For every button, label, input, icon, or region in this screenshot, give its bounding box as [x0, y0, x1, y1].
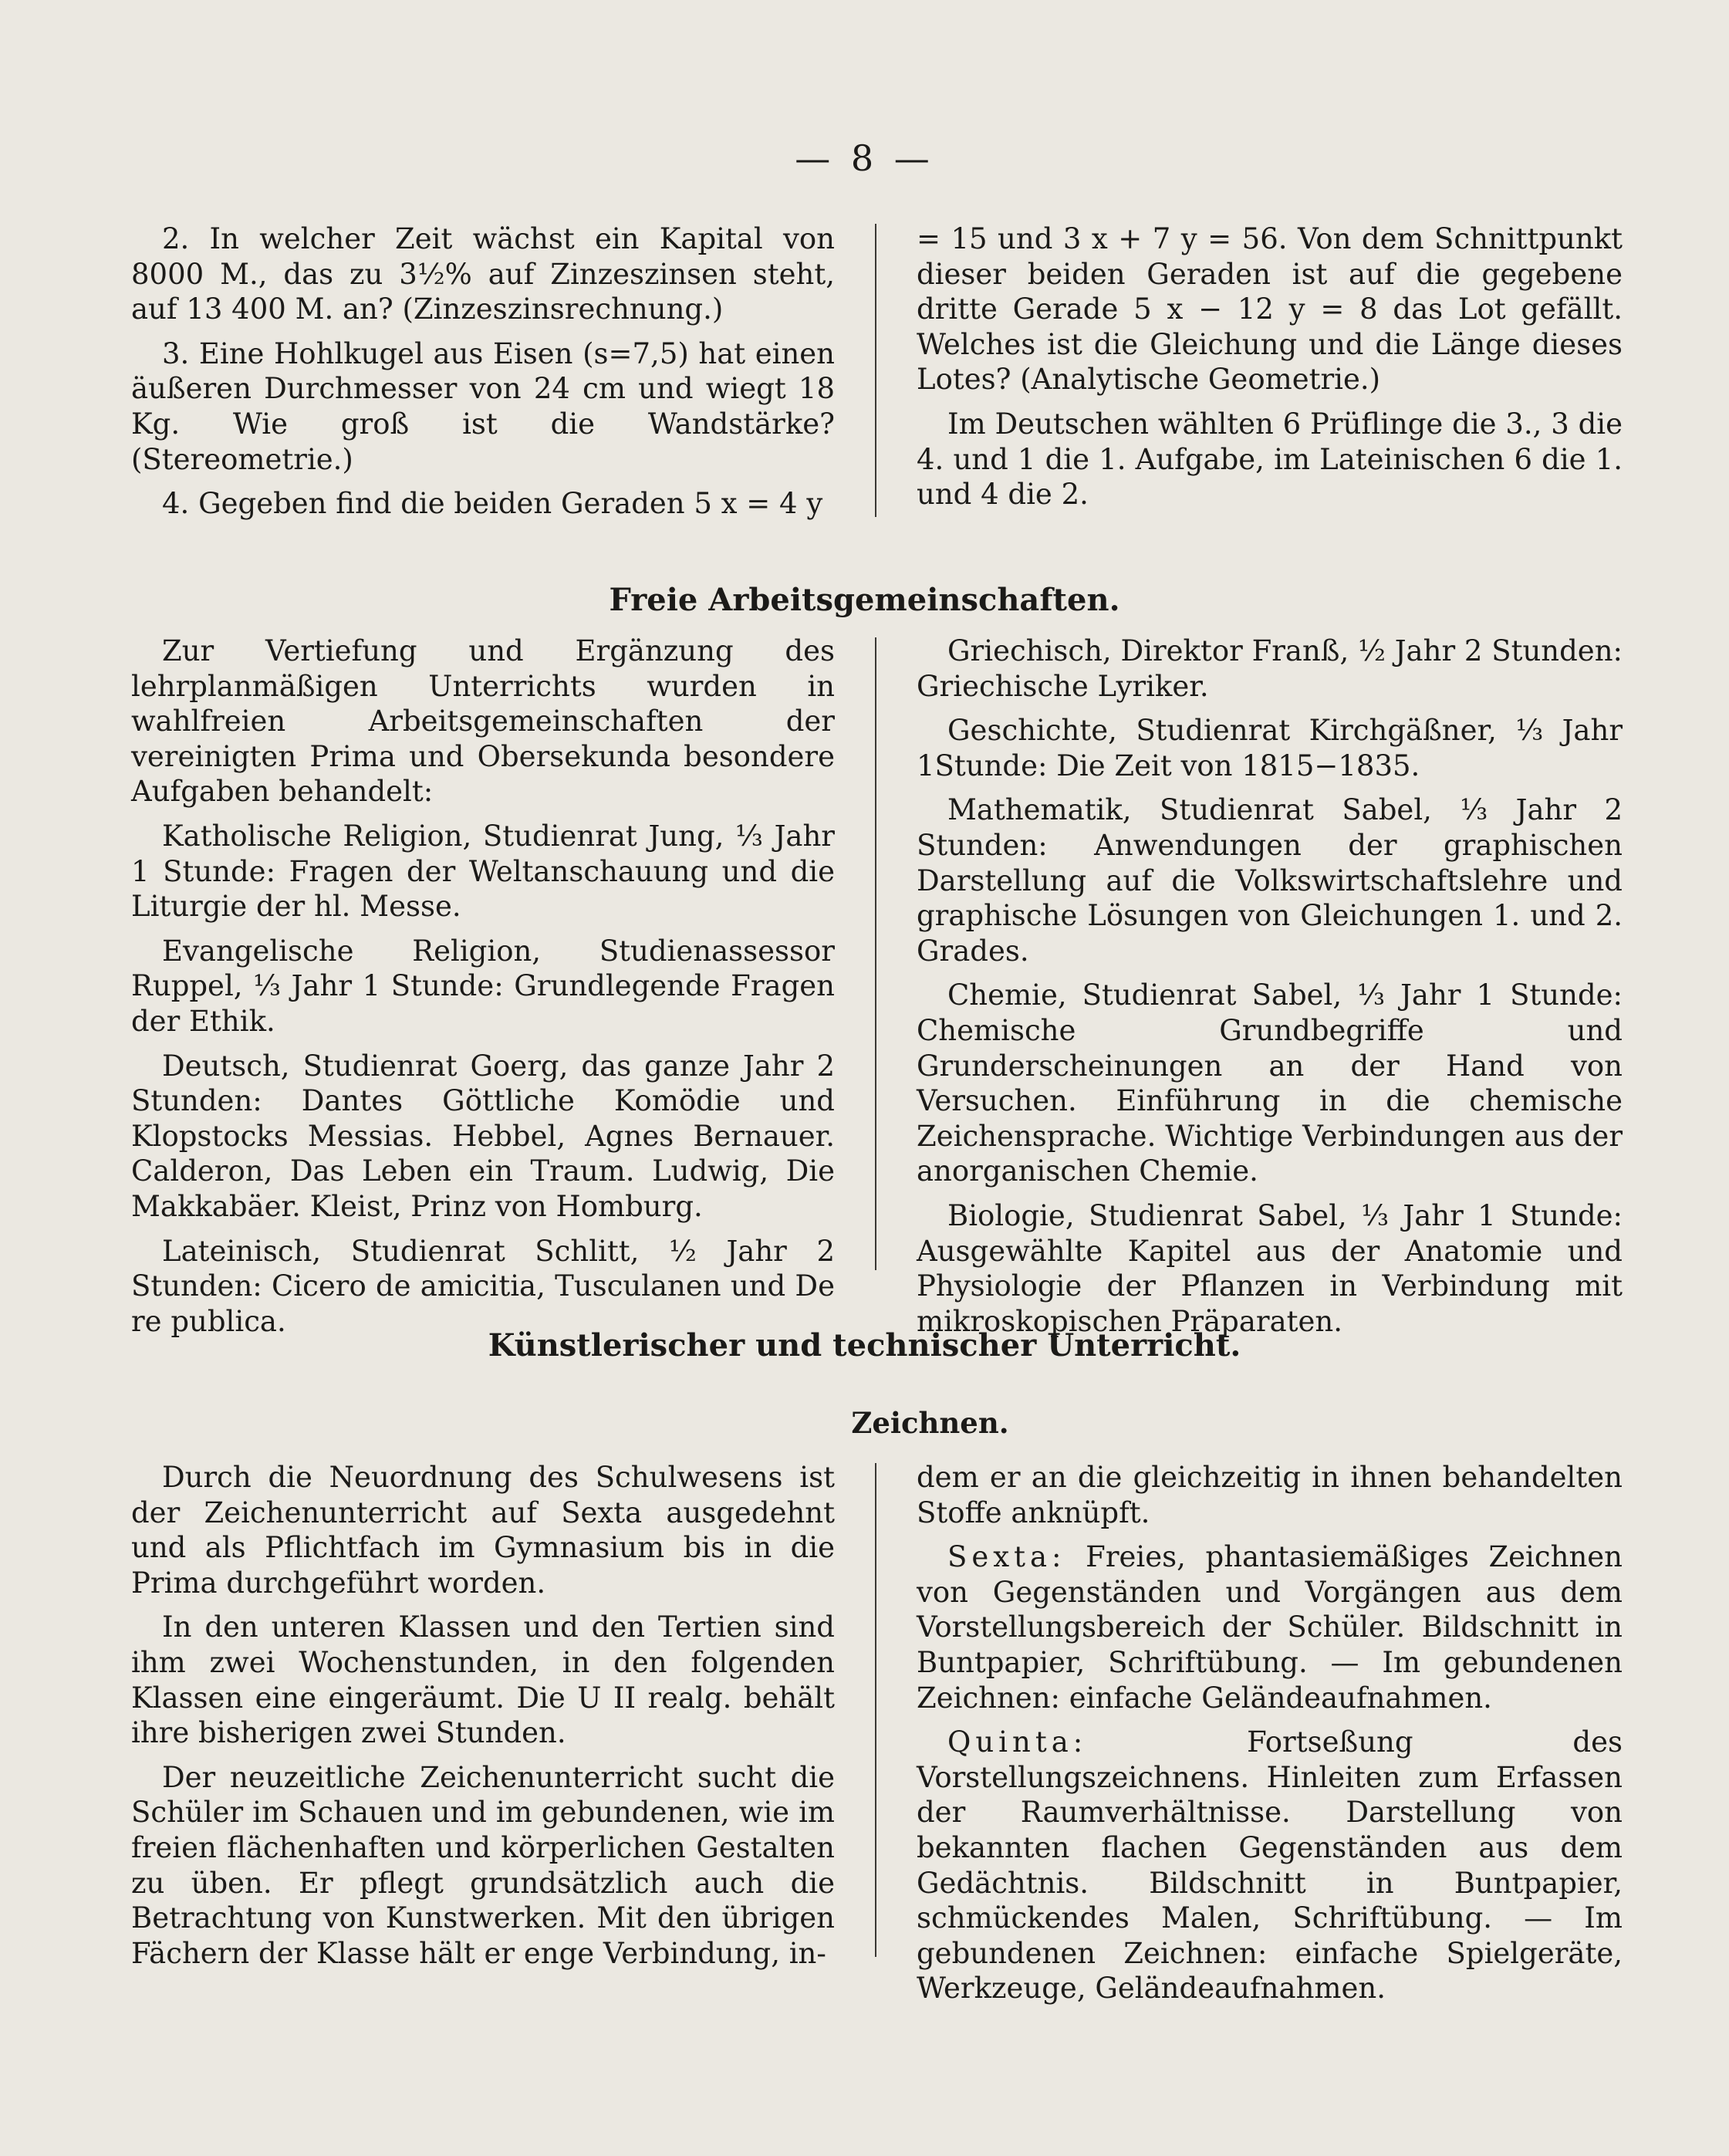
grade-sexta-paragraph: [917, 1539, 1623, 1715]
exam-tasks-right-column: [917, 221, 1623, 522]
exam-task-paragraph: = 15 und 3 x + 7 y = 56. Von dem Schnittpunkt dieser beiden Geraden ist auf die gegebene dritte Gerade 5 x − 12 y = 8 das Lot gefällt. Welches ist die Gleichung und die Länge dieses Lotes? (Analytische Geometrie.): [917, 222, 1623, 397]
grade-quinta-paragraph: [917, 1725, 1623, 2006]
course-entry: Griechisch, Direktor Franß, ½ Jahr 2 Stunden: Griechische Lyriker.: [917, 634, 1623, 703]
body-paragraph: Der neuzeitliche Zeichenunterricht sucht die Schüler im Schauen und im gebundenen, wie im freien flächenhaften und körperlichen Gestalten zu üben. Er pflegt grundsätzlich auch die Betrachtung von Kunstwerken. Mit den übrigen Fächern der Klasse hält er enge Verbindung, in-: [131, 1760, 835, 1970]
course-entry: Evangelische Religion, Studienassessor Ruppel, ⅓ Jahr 1 Stunde: Grundlegende Fragen der Ethik.: [131, 934, 835, 1038]
exam-task-paragraph: 2. In welcher Zeit wächst ein Kapital von 8000 M., das zu 3½% auf Zinzeszinsen steht, auf 13 400 M. an? (Zinzeszinsrechnung.): [131, 222, 835, 326]
course-entry: Geschichte, Studienrat Kirchgäßner, ⅓ Jahr 1Stunde: Die Zeit von 1815−1835.: [917, 714, 1623, 782]
body-paragraph: Zur Vertiefung und Ergänzung des lehrplanmäßigen Unterrichts wurden in wahlfreien Arbeitsgemeinschaften der vereinigten Prima und Obersekunda besondere Aufgaben behandelt:: [131, 634, 835, 809]
section-heading-arbeitsgemeinschaften: Freie Arbeitsgemeinschaften.: [609, 582, 1120, 618]
course-entry: Deutsch, Studienrat Goerg, das ganze Jahr 2 Stunden: Dantes Göttliche Komödie und Klopstocks Messias. Hebbel, Agnes Bernauer. Calderon, Das Leben ein Traum. Ludwig, Die Makkabäer. Kleist, Prinz von Homburg.: [131, 1049, 835, 1223]
column-divider: [875, 1463, 876, 1957]
zeichnen-left-column: [131, 1460, 835, 1980]
grade-label-sexta: Sexta:: [947, 1540, 1066, 1574]
course-entry: Katholische Religion, Studienrat Jung, ⅓ Jahr 1 Stunde: Fragen der Weltanschauung und die Liturgie der hl. Messe.: [131, 819, 835, 924]
grade-text-sexta: Freies, phantasiemäßiges Zeichnen von Gegenständen und Vorgängen aus dem Vorstellungsbereich der Schüler. Bildschnitt in Buntpapier, Schriftübung. — Im gebundenen Zeichnen: einfache Geländeaufnahmen.: [917, 1540, 1623, 1715]
subsection-heading-zeichnen: Zeichnen.: [851, 1406, 1009, 1440]
arbeitsgemeinschaften-right-column: [917, 634, 1623, 1348]
body-paragraph: dem er an die gleichzeitig in ihnen behandelten Stoffe anknüpft.: [917, 1461, 1623, 1529]
column-divider: [875, 637, 876, 1270]
zeichnen-right-column: [917, 1460, 1623, 2016]
column-divider: [875, 224, 876, 517]
section-heading-kunst-unterricht: Künstlerischer und technischer Unterricht.: [488, 1327, 1241, 1364]
body-paragraph: Durch die Neuordnung des Schulwesens ist der Zeichenunterricht auf Sexta ausgedehnt und als Pflichtfach im Gymnasium bis in die Prima durchgeführt worden.: [131, 1461, 835, 1600]
course-entry: Biologie, Studienrat Sabel, ⅓ Jahr 1 Stunde: Ausgewählte Kapitel aus der Anatomie und Physiologie der Pflanzen in Verbindung mit mikroskopischen Präparaten.: [917, 1198, 1623, 1338]
grade-text-quinta: Fortseßung des Vorstellungszeichnens. Hinleiten zum Erfassen der Raumverhältnisse. Darstellung von bekannten flachen Gegenständen aus dem Gedächtnis. Bildschnitt in Buntpapier, schmückendes Malen, Schriftübung. — Im gebundenen Zeichnen: einfache Spielgeräte, Werkzeuge, Geländeaufnahmen.: [917, 1725, 1623, 2006]
course-entry: Chemie, Studienrat Sabel, ⅓ Jahr 1 Stunde: Chemische Grundbegriffe und Grunderscheinungen an der Hand von Versuchen. Einführung in die chemische Zeichensprache. Wichtige Verbindungen aus der anorganischen Chemie.: [917, 978, 1623, 1188]
body-paragraph: In den unteren Klassen und den Tertien sind ihm zwei Wochenstunden, in den folgenden Klassen eine eingeräumt. Die U II realg. behält ihre bisherigen zwei Stunden.: [131, 1610, 835, 1750]
exam-task-paragraph: 4. Gegeben find die beiden Geraden 5 x = 4 y: [162, 487, 823, 521]
grade-label-quinta: Quinta:: [947, 1725, 1088, 1759]
exam-task-paragraph: 3. Eine Hohlkugel aus Eisen (s=7,5) hat einen äußeren Durchmesser von 24 cm und wiegt 18 Kg. Wie groß ist die Wandstärke? (Stereometrie.): [131, 336, 835, 476]
page-number: — 8 —: [795, 137, 934, 179]
course-entry: Lateinisch, Studienrat Schlitt, ½ Jahr 2 Stunden: Cicero de amicitia, Tusculanen und De re publica.: [131, 1234, 835, 1338]
exam-tasks-left-column: [131, 221, 835, 531]
arbeitsgemeinschaften-left-column: [131, 634, 835, 1348]
exam-results-paragraph: Im Deutschen wählten 6 Prüflinge die 3., 3 die 4. und 1 die 1. Aufgabe, im Lateinischen 6 die 1. und 4 die 2.: [917, 407, 1623, 512]
course-entry: Mathematik, Studienrat Sabel, ⅓ Jahr 2 Stunden: Anwendungen der graphischen Darstellung auf die Volkswirtschaftslehre und graphische Lösungen von Gleichungen 1. und 2. Grades.: [917, 793, 1623, 968]
